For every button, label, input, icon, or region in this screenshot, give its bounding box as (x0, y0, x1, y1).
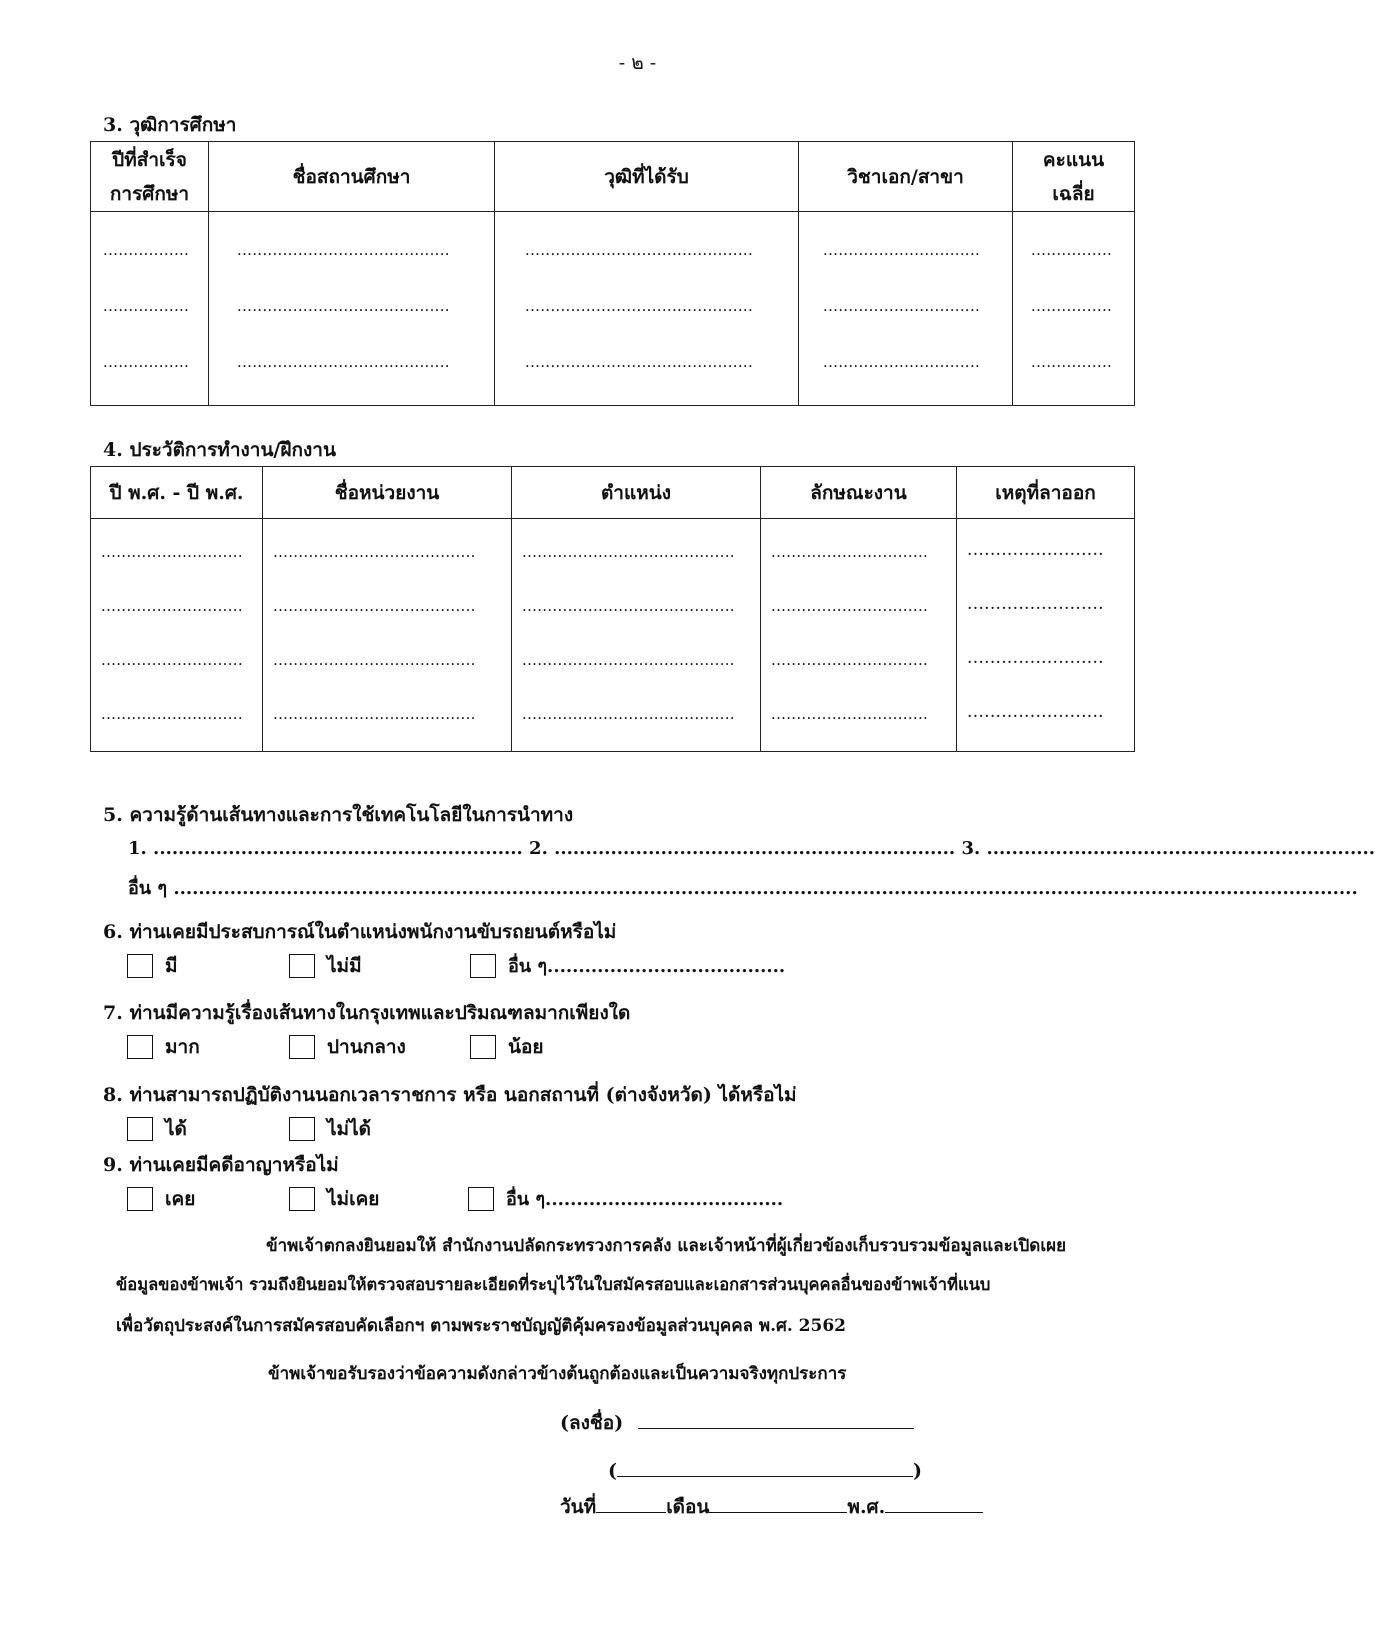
fill-line[interactable]: ........................................ (273, 597, 476, 615)
header-year-range: ปี พ.ศ. - ปี พ.ศ. (91, 467, 263, 519)
fill-line[interactable]: ................ (1031, 241, 1113, 259)
header-position: ตำแหน่ง (512, 467, 761, 519)
fill-line[interactable]: ........................................ (273, 705, 476, 723)
option-never-case[interactable]: ไม่เคย (289, 1184, 379, 1214)
fill-line[interactable]: .......................................... (522, 597, 735, 615)
option-other-case[interactable]: อื่น ๆ...................................... (468, 1184, 783, 1213)
checkbox[interactable] (468, 1187, 494, 1211)
navigation-knowledge-line-1[interactable]: 1. ........................................................... 2. ................................................................ 3. .............................................................. (128, 838, 1375, 859)
fill-line[interactable]: ........................................ (273, 543, 476, 561)
fill-line[interactable]: ............................ (101, 543, 243, 561)
close-paren: ) (913, 1460, 922, 1482)
fill-line[interactable]: ........................ (967, 702, 1104, 722)
fill-line[interactable]: .......................................... (237, 241, 450, 259)
fill-line[interactable]: .......................................... (237, 353, 450, 371)
fill-line[interactable]: ............................... (771, 651, 929, 669)
header-major: วิชาเอก/สาขา (799, 142, 1013, 212)
checkbox[interactable] (470, 954, 496, 978)
fill-line[interactable]: ............................... (771, 543, 929, 561)
year-label: พ.ศ. (847, 1496, 886, 1518)
fill-line[interactable]: ................ (1031, 297, 1113, 315)
option-can[interactable]: ได้ (127, 1114, 187, 1144)
day-field[interactable] (596, 1492, 666, 1513)
fill-line[interactable]: ............................ (101, 705, 243, 723)
section4-title: 4. ประวัติการทำงาน/ฝึกงาน (103, 439, 336, 461)
signature-field[interactable] (638, 1408, 914, 1429)
date-label: วันที่ (560, 1496, 597, 1518)
checkbox[interactable] (289, 1187, 315, 1211)
fill-line[interactable]: .......................................... (522, 651, 735, 669)
fill-line[interactable]: ........................ (967, 648, 1104, 668)
header-job-description: ลักษณะงาน (761, 467, 957, 519)
work-col-organization (263, 519, 512, 752)
option-cannot[interactable]: ไม่ได้ (289, 1114, 371, 1144)
education-col-major (799, 212, 1013, 406)
fill-line[interactable]: ................. (103, 241, 190, 259)
year-field[interactable] (885, 1492, 983, 1513)
work-header-row (91, 467, 1135, 519)
checkbox[interactable] (289, 954, 315, 978)
signature-label: (ลงชื่อ) (560, 1412, 624, 1434)
checkbox[interactable] (127, 954, 153, 978)
option-moderate[interactable]: ปานกลาง (289, 1032, 406, 1062)
work-col-reason-leaving (957, 519, 1135, 752)
work-history-table (90, 466, 1135, 752)
fill-line[interactable]: ........................ (967, 540, 1104, 560)
fill-line[interactable]: ............................... (771, 705, 929, 723)
education-table (90, 141, 1135, 406)
consent-line-1: ข้าพเจ้าตกลงยินยอมให้ สำนักงานปลัดกระทรวงการคลัง และเจ้าหน้าที่ผู้เกี่ยวข้องเก็บรวบรวมข้อมูลและเปิดเผย (266, 1236, 1067, 1256)
option-had-case[interactable]: เคย (127, 1184, 195, 1214)
fill-line[interactable]: ............................ (101, 651, 243, 669)
fill-line[interactable]: ............................................. (525, 353, 754, 371)
section8-title: 8. ท่านสามารถปฏิบัติงานนอกเวลาราชการ หรือ นอกสถานที่ (ต่างจังหวัด) ได้หรือไม่ (103, 1084, 797, 1106)
printed-name-field[interactable] (617, 1456, 913, 1477)
option-no-experience[interactable]: ไม่มี (289, 951, 362, 981)
fill-line[interactable]: ............................... (823, 241, 981, 259)
checkbox[interactable] (289, 1117, 315, 1141)
fill-line[interactable]: ............................ (101, 597, 243, 615)
section5-title: 5. ความรู้ด้านเส้นทางและการใช้เทคโนโลยีในการนำทาง (103, 804, 574, 826)
page-number: - ๒ - (618, 52, 657, 74)
fill-line[interactable]: ........................ (967, 594, 1104, 614)
consent-line-3: เพื่อวัตถุประสงค์ในการสมัครสอบคัดเลือกฯ ตามพระราชบัญญัติคุ้มครองข้อมูลส่วนบุคคล พ.ศ. 2562 (116, 1316, 846, 1336)
header-graduation-year: ปีที่สำเร็จ การศึกษา (91, 142, 209, 212)
checkbox[interactable] (127, 1117, 153, 1141)
option-other-experience[interactable]: อื่น ๆ...................................... (470, 951, 785, 980)
fill-line[interactable]: .......................................... (522, 543, 735, 561)
fill-line[interactable]: .......................................... (237, 297, 450, 315)
checkbox[interactable] (470, 1035, 496, 1059)
fill-line[interactable]: ............................................. (525, 241, 754, 259)
option-little[interactable]: น้อย (470, 1032, 544, 1062)
navigation-knowledge-other-line[interactable]: อื่น ๆ ............................................................................................................................................................................................. (128, 878, 1358, 899)
signature-line (560, 1408, 914, 1438)
checkbox[interactable] (289, 1035, 315, 1059)
option-yes-experience[interactable]: มี (127, 951, 178, 981)
education-col-year (91, 212, 209, 406)
checkbox[interactable] (127, 1035, 153, 1059)
fill-line[interactable]: .......................................... (522, 705, 735, 723)
month-label: เดือน (666, 1496, 710, 1518)
certification-statement: ข้าพเจ้าขอรับรองว่าข้อความดังกล่าวข้างต้นถูกต้องและเป็นความจริงทุกประการ (268, 1364, 847, 1384)
section3-title: 3. วุฒิการศึกษา (103, 114, 237, 136)
checkbox[interactable] (127, 1187, 153, 1211)
option-much[interactable]: มาก (127, 1032, 200, 1062)
section6-title: 6. ท่านเคยมีประสบการณ์ในตำแหน่งพนักงานขับรถยนต์หรือไม่ (103, 921, 617, 943)
section9-title: 9. ท่านเคยมีคดีอาญาหรือไม่ (103, 1154, 339, 1176)
work-col-job-description (761, 519, 957, 752)
fill-line[interactable]: ............................................. (525, 297, 754, 315)
fill-line[interactable]: ........................................ (273, 651, 476, 669)
work-col-position (512, 519, 761, 752)
consent-line-2: ข้อมูลของข้าพเจ้า รวมถึงยินยอมให้ตรวจสอบรายละเอียดที่ระบุไว้ในใบสมัครสอบและเอกสารส่วนบุคคลอื่นของข้าพเจ้าที่แนบ (116, 1275, 991, 1294)
date-line (560, 1492, 983, 1522)
fill-line[interactable]: ............................... (771, 597, 929, 615)
education-col-institution (209, 212, 495, 406)
month-field[interactable] (709, 1492, 847, 1513)
printed-name-line (608, 1456, 922, 1482)
open-paren: ( (608, 1460, 617, 1482)
header-reason-leaving: เหตุที่ลาออก (957, 467, 1135, 519)
header-degree: วุฒิที่ได้รับ (495, 142, 799, 212)
header-gpa: คะแนน เฉลี่ย (1013, 142, 1135, 212)
education-col-gpa (1013, 212, 1135, 406)
fill-line[interactable]: ................ (1031, 353, 1113, 371)
fill-line[interactable]: ................. (103, 297, 190, 315)
education-body-row (91, 212, 1135, 406)
section7-title: 7. ท่านมีความรู้เรื่องเส้นทางในกรุงเทพและปริมณฑลมากเพียงใด (103, 1002, 631, 1024)
fill-line[interactable]: ............................... (823, 353, 981, 371)
work-col-year-range (91, 519, 263, 752)
work-body-row (91, 519, 1135, 752)
education-header-row (91, 142, 1135, 212)
fill-line[interactable]: ............................... (823, 297, 981, 315)
education-col-degree (495, 212, 799, 406)
header-institution: ชื่อสถานศึกษา (209, 142, 495, 212)
header-organization: ชื่อหน่วยงาน (263, 467, 512, 519)
fill-line[interactable]: ................. (103, 353, 190, 371)
